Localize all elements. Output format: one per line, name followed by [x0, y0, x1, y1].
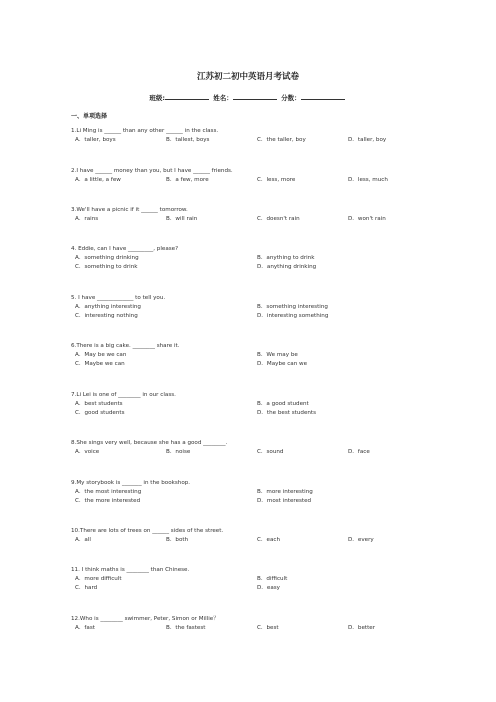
option-row: [71, 448, 370, 457]
option-c: C．good students: [75, 409, 125, 416]
option-d: D．better: [348, 624, 376, 631]
option-a: A．fast: [75, 624, 95, 631]
question-stem: 3.We'll have a picnic if it ______ tomorrow.: [71, 207, 188, 213]
option-b: B．both: [166, 536, 189, 543]
option-row: [71, 624, 376, 633]
option-row: [71, 254, 315, 263]
student-info-line: [0, 93, 496, 102]
option-c: C．the more interested: [75, 497, 141, 504]
option-a: A．best students: [75, 400, 123, 407]
question-stem: 9.My storybook is _______ in the bookshop.: [71, 480, 191, 486]
option-a: A．rains: [75, 215, 99, 222]
option-row: [71, 536, 374, 545]
question-stem: 8.She sings very well, because she has a good ________.: [71, 440, 228, 446]
option-a: A．anything interesting: [75, 303, 141, 310]
question-stem: 2.I have ______ money than you, but I have ______ friends.: [71, 168, 233, 174]
option-d: D．taller, boy: [348, 136, 387, 143]
name-blank: [233, 93, 277, 100]
option-d: D．the best students: [257, 409, 317, 416]
option-row: [71, 263, 317, 272]
option-b: B．a good student: [257, 400, 309, 407]
option-d: D．every: [348, 536, 374, 543]
option-row: [71, 351, 298, 360]
option-b: B．something interesting: [257, 303, 328, 310]
question-10: [71, 527, 374, 545]
question-stem: 10.There are lots of trees on ______ sides of the street.: [71, 528, 224, 534]
option-b: B．tallest, boys: [166, 136, 210, 143]
question-stem: 12.Who is ________ swimmer, Peter, Simon or Millie？: [71, 616, 219, 622]
question-stem: 6.There is a big cake. ________ share it.: [71, 343, 180, 349]
option-a: A．all: [75, 536, 91, 543]
option-row: [71, 176, 388, 185]
option-a: A．more difficult: [75, 575, 122, 582]
question-7: [71, 391, 317, 418]
option-b: B．more interesting: [257, 488, 313, 495]
option-d: D．less, much: [348, 176, 388, 183]
section-title: 一、单项选择: [71, 113, 108, 120]
question-stem: 1.Li Ming is ______ than any other ______ in the class.: [71, 128, 219, 134]
option-c: C．the taller, boy: [257, 136, 306, 143]
option-d: D．face: [348, 448, 370, 455]
option-c: C．sound: [257, 448, 284, 455]
option-b: B．We may be: [257, 351, 298, 358]
question-stem: 11. I think maths is ________ than Chinese.: [71, 567, 190, 573]
option-d: D．interesting something: [257, 312, 329, 319]
question-1: [71, 127, 387, 145]
score-blank: [301, 93, 345, 100]
option-b: B．anything to drink: [257, 254, 315, 261]
option-row: [71, 584, 280, 593]
option-b: B．noise: [166, 448, 191, 455]
option-row: [71, 400, 309, 409]
option-c: C．Maybe we can: [75, 360, 125, 367]
question-3: [71, 206, 386, 224]
option-row: [71, 575, 288, 584]
question-6: [71, 342, 308, 369]
option-b: B．difficult: [257, 575, 288, 582]
option-a: A．something drinking: [75, 254, 139, 261]
option-b: B．a few, more: [166, 176, 209, 183]
option-c: C．best: [257, 624, 279, 631]
score-label: 分数：: [281, 94, 301, 102]
question-4: [71, 245, 317, 272]
question-stem: 4. Eddie, can I have _________, please?: [71, 246, 179, 252]
question-2: [71, 167, 388, 185]
option-row: [71, 312, 329, 321]
question-11: [71, 566, 288, 593]
option-d: D．most interested: [257, 497, 312, 504]
option-d: D．anything drinking: [257, 263, 317, 270]
option-d: D．Maybe can we: [257, 360, 308, 367]
question-12: [71, 615, 376, 633]
option-row: [71, 303, 328, 312]
question-stem: 5. I have _____________ to tell you.: [71, 295, 166, 301]
option-a: A．voice: [75, 448, 100, 455]
option-b: B．will rain: [166, 215, 198, 222]
option-b: B．the fastest: [166, 624, 206, 631]
option-row: [71, 497, 312, 506]
option-c: C．each: [257, 536, 280, 543]
class-label: 班级:: [149, 94, 166, 102]
option-a: A．a little, a few: [75, 176, 121, 183]
class-blank: [165, 93, 209, 100]
option-c: C．doesn't rain: [257, 215, 300, 222]
question-8: [71, 439, 370, 457]
name-label: 姓名：: [213, 94, 233, 102]
option-row: [71, 488, 313, 497]
question-5: [71, 294, 329, 321]
option-a: A．May be we can: [75, 351, 127, 358]
option-d: D．won't rain: [348, 215, 386, 222]
option-d: D．easy: [257, 584, 280, 591]
option-c: C．something to drink: [75, 263, 138, 270]
option-row: [71, 409, 317, 418]
option-row: [71, 360, 308, 369]
question-9: [71, 479, 313, 506]
option-row: [71, 215, 386, 224]
option-a: A．taller, boys: [75, 136, 116, 143]
question-stem: 7.Li Lei is one of ________ in our class.: [71, 392, 176, 398]
option-row: [71, 136, 387, 145]
option-a: A．the most interesting: [75, 488, 142, 495]
option-c: C．hard: [75, 584, 98, 591]
option-c: C．interesting nothing: [75, 312, 138, 319]
option-c: C．less, more: [257, 176, 296, 183]
page-title: 江苏初二初中英语月考试卷: [196, 72, 299, 82]
